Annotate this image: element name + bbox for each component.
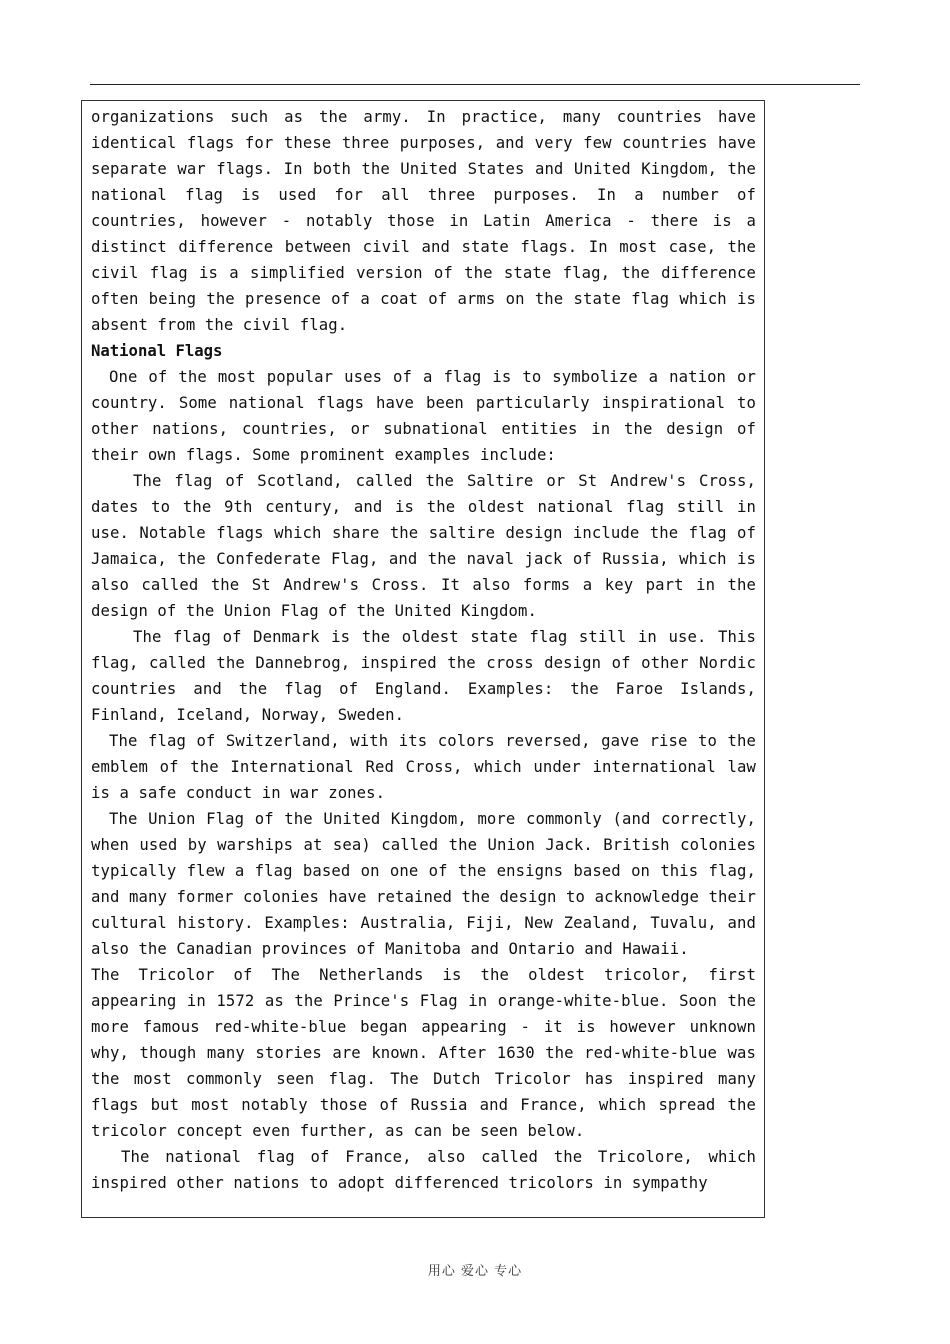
text-frame — [81, 100, 765, 1218]
paragraph-scotland-flag: The flag of Scotland, called the Saltire or St Andrew's Cross, dates to the 9th century, and is the oldest national flag still in use. Notable flags which share the saltire design include the flag of Jamaica, the Confederate Flag, and the naval jack of Russia, which is also called the St Andrew's Cross. It also forms a key part in the design of the Union Flag of the United Kingdom. — [91, 472, 756, 620]
paragraph-france-tricolore: The national flag of France, also called the Tricolore, which inspired other nations to adopt differenced tricolors in sympathy — [91, 1148, 756, 1192]
paragraph-union-flag: The Union Flag of the United Kingdom, more commonly (and correctly, when used by warships at sea) called the Union Jack. British colonies typically flew a flag based on one of the ensigns based on this flag, and many former colonies have retained the design to acknowledge their cultural history. Examples: Australia, Fiji, New Zealand, Tuvalu, and also the Canadian provinces of Manitoba and Ontario and Hawaii. — [91, 810, 756, 958]
paragraph-denmark-flag: The flag of Denmark is the oldest state flag still in use. This flag, called the Dannebrog, inspired the cross design of other Nordic countries and the flag of England. Examples: the Faroe Islands, Finland, Iceland, Norway, Sweden. — [91, 628, 756, 724]
paragraph-national-flags-intro: One of the most popular uses of a flag is to symbolize a nation or country. Some national flags have been particularly inspirational to other nations, countries, or subnational entities in the design of their own flags. Some prominent examples include: — [91, 368, 756, 464]
heading-national-flags: National Flags — [91, 342, 223, 360]
paragraph-army-flags: organizations such as the army. In practice, many countries have identical flags for these three purposes, and very few countries have separate war flags. In both the United States and United Kingdom, the national flag is used for all three purposes. In a number of countries, however - notably those in Latin America - there is a distinct difference between civil and state flags. In most case, the civil flag is a simplified version of the state flag, the difference often being the presence of a coat of arms on the state flag which is absent from the civil flag. — [91, 108, 756, 334]
paragraph-netherlands-tricolor: The Tricolor of The Netherlands is the oldest tricolor, first appearing in 1572 as the Prince's Flag in orange-white-blue. Soon the more famous red-white-blue began appearing - it is however unknown why, though many stories are known. After 1630 the red-white-blue was the most commonly seen flag. The Dutch Tricolor has inspired many flags but most notably those of Russia and France, which spread the tricolor concept even further, as can be seen below. — [91, 966, 756, 1140]
header-rule — [90, 84, 860, 85]
page-footer: 用心 爱心 专心 — [427, 1264, 523, 1279]
paragraph-switzerland-flag: The flag of Switzerland, with its colors reversed, gave rise to the emblem of the International Red Cross, which under international law is a safe conduct in war zones. — [91, 732, 756, 802]
